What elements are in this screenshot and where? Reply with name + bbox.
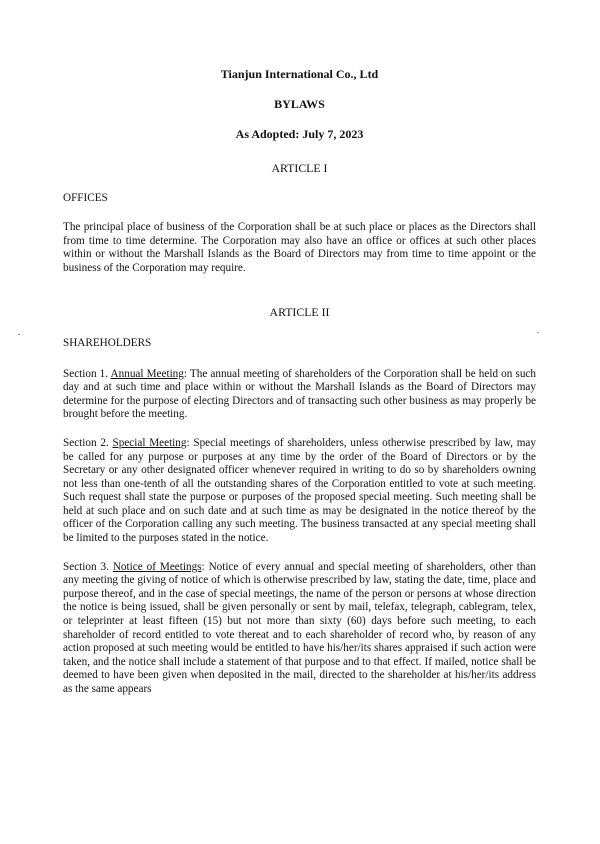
section-1-title: Annual Meeting [110, 367, 184, 380]
scan-speck [537, 332, 539, 333]
scan-speck [18, 334, 20, 335]
article-1-subheading: OFFICES [63, 192, 108, 205]
article-2-heading: ARTICLE II [269, 305, 330, 320]
section-3-text: : Notice of every annual and special meeting of shareholders, other than any meeting the giving of notice of which is otherwise prescribed by law, stating the date, time, place and purpose thereof, and in the case of special meetings, the name of the person or persons at whose direction the notice is being issued, shall be given personally or sent by mail, telefax, telegraph, cablegram, telex, or teleprinter at least fifteen (15) but not more than sixty (60) days before such meeting, to each shareholder of record entitled to vote thereat and to each shareholder of record who, by reason of any action proposed at such meeting would be entitled to have his/her/its shares appraised if such action were taken, and the notice shall include a statement of that purpose and to that effect. If mailed, notice shall be deemed to have been given when deposited in the mail, directed to the shareholder at his/her/its address as the same appears [63, 560, 536, 695]
section-3-paragraph [63, 561, 536, 697]
article-1-paragraph: The principal place of business of the Corporation shall be at such place or places as the Directors shall from time to time determine. The Corporation may also have an office or offices at such other places within or without the Marshall Islands as the Board of Directors may from time to time appoint or the business of the Corporation may require. [63, 220, 536, 274]
document-page [0, 68, 600, 844]
section-1-prefix: Section 1. [63, 367, 111, 380]
section-3-title: Notice of Meetings [112, 560, 202, 573]
section-2-title: Special Meeting [112, 436, 187, 449]
section-2-text: : Special meetings of shareholders, unless otherwise prescribed by law, may be called for any purpose or purposes at any time by the order of the Board of Directors or by the Secretary or any other designated officer whenever required in writing to do so by shareholders owning not less than one-tenth of all the outstanding shares of the Corporation entitled to vote at such meeting. Such request shall state the purpose or purposes of the proposed special meeting. Such meeting shall be held at such place and on such date and at such time as may be designated in the notice thereof by the officer of the Corporation calling any such meeting. The business transacted at any special meeting shall be limited to the purposes stated in the notice. [63, 436, 536, 545]
section-2-prefix: Section 2. [63, 436, 113, 449]
section-2-paragraph [63, 437, 536, 546]
document-title: BYLAWS [274, 96, 325, 111]
section-1-paragraph [63, 368, 536, 422]
company-name: Tianjun International Co., Ltd [220, 67, 379, 81]
section-3-prefix: Section 3. [63, 560, 113, 573]
section-1-text: : The annual meeting of shareholders of the Corporation shall be held on such day and at such time and place within or without the Marshall Islands as the Board of Directors may determine for the purpose of electing Directors and of transacting such other business as may properly be brought before the meeting. [63, 367, 536, 421]
adoption-date: As Adopted: July 7, 2023 [235, 127, 364, 142]
article-2-subheading: SHAREHOLDERS [63, 336, 152, 349]
article-1-heading: ARTICLE I [271, 160, 328, 175]
